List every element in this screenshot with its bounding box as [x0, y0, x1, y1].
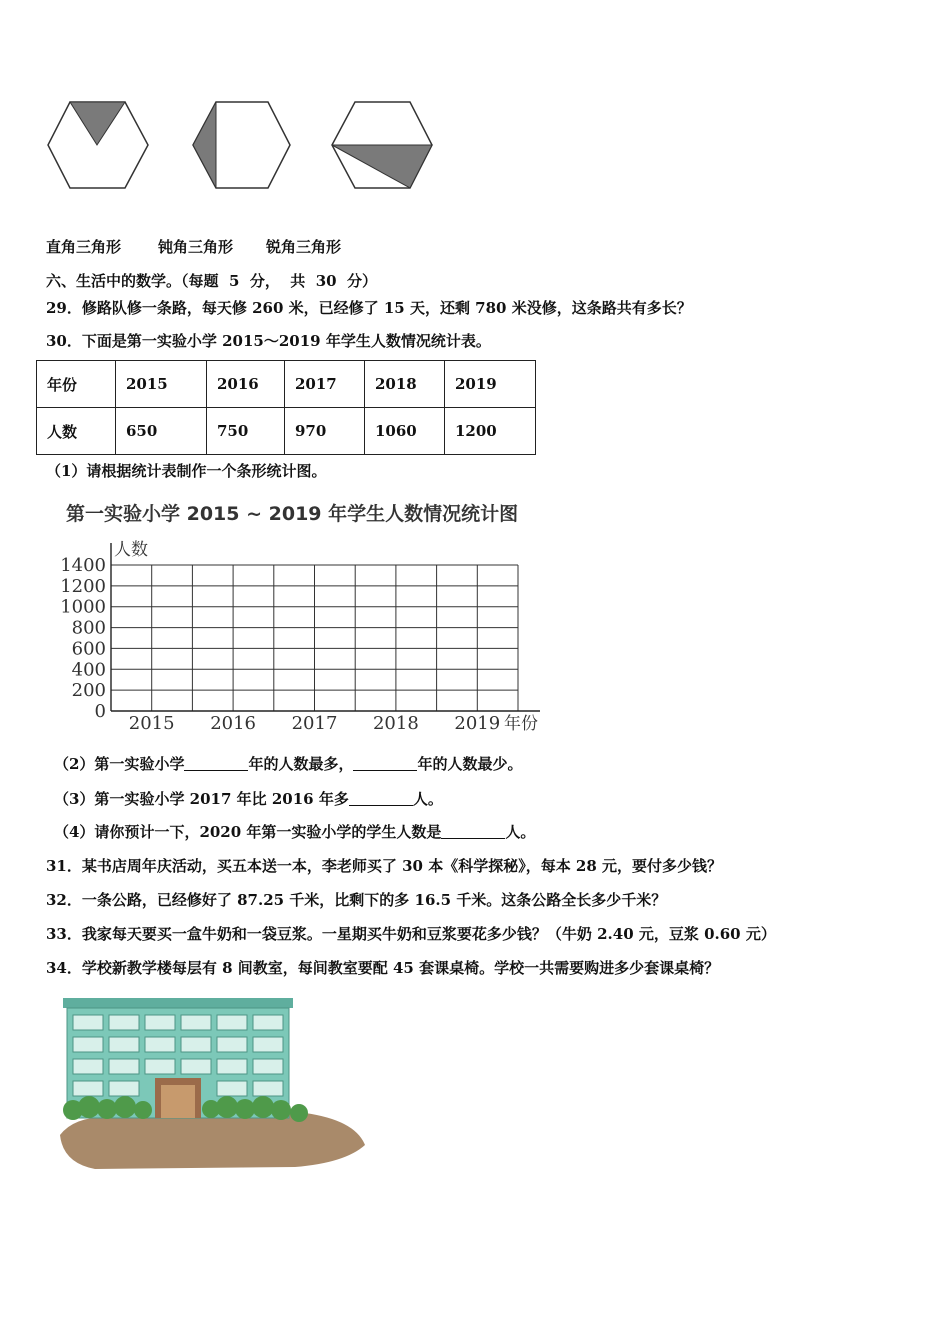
- building-window: [73, 1015, 103, 1030]
- question-30-intro: 30．下面是第一实验小学 2015～2019 年学生人数情况统计表。: [46, 332, 491, 350]
- table-cell: 2018: [365, 361, 445, 408]
- school-building-image: [55, 995, 370, 1175]
- label-acute-triangle: 锐角三角形: [266, 238, 342, 256]
- y-tick-label: 400: [71, 659, 106, 681]
- sub2-text-c: 年的人数最少。: [417, 755, 523, 773]
- chart-title: 第一实验小学 2015 ~ 2019 年学生人数情况统计图: [66, 503, 519, 525]
- x-tick-label: 2019: [454, 713, 501, 734]
- hexagon-obtuse-triangle: [193, 102, 290, 188]
- building-window: [109, 1081, 139, 1096]
- question-33: 33．我家每天要买一盒牛奶和一袋豆浆。一星期买牛奶和豆浆要花多少钱？（牛奶 2.40 元，豆浆 0.60 元）: [46, 925, 776, 943]
- building-window: [217, 1015, 247, 1030]
- question-29: 29．修路队修一条路，每天修 260 米，已经修了 15 天，还剩 780 米没修，这条路共有多长？: [46, 299, 692, 317]
- building-window: [109, 1015, 139, 1030]
- hexagon-figures: [40, 95, 450, 200]
- y-tick-label: 800: [71, 617, 106, 639]
- table-row: [37, 408, 536, 455]
- table-cell: 1060: [365, 408, 445, 455]
- question-30-sub1: （1）请根据统计表制作一个条形统计图。: [46, 462, 327, 480]
- building-window: [145, 1015, 175, 1030]
- building-window: [217, 1059, 247, 1074]
- sub2-text-b: 年的人数最多，: [248, 755, 354, 773]
- question-30-sub2: [54, 753, 522, 774]
- table-cell: 750: [207, 408, 285, 455]
- answer-blank[interactable]: [184, 755, 248, 771]
- hexagon-acute-triangle: [332, 102, 432, 188]
- question-30-sub4: [54, 821, 535, 842]
- building-window: [181, 1037, 211, 1052]
- x-axis-label: 年份: [504, 714, 538, 734]
- label-right-triangle: 直角三角形: [46, 238, 122, 256]
- sub2-text-a: （2）第一实验小学: [54, 755, 185, 773]
- table-cell: 2019: [445, 361, 536, 408]
- sub3-text-a: （3）第一实验小学 2017 年比 2016 年多: [54, 790, 349, 808]
- building-window: [217, 1037, 247, 1052]
- sub4-text-a: （4）请你预计一下，2020 年第一实验小学的学生人数是: [54, 823, 442, 841]
- question-30-sub3: [54, 788, 443, 809]
- building-window: [253, 1037, 283, 1052]
- y-tick-label: 600: [71, 638, 106, 660]
- answer-blank[interactable]: [441, 823, 505, 839]
- answer-blank[interactable]: [353, 755, 417, 771]
- y-tick-label: 1400: [60, 555, 106, 576]
- bar-chart: [56, 535, 556, 740]
- section-six-heading: 六、生活中的数学。（每题 5 分， 共 30 分）: [46, 272, 378, 290]
- hexagon-right-triangle: [48, 102, 148, 188]
- x-tick-label: 2016: [210, 713, 257, 734]
- y-axis-label: 人数: [114, 540, 148, 560]
- table-cell: 2015: [116, 361, 207, 408]
- table-row: [37, 361, 536, 408]
- y-tick-label: 0: [94, 701, 106, 722]
- building-window: [253, 1015, 283, 1030]
- building-window: [73, 1081, 103, 1096]
- table-cell: 2017: [285, 361, 365, 408]
- building-window: [73, 1059, 103, 1074]
- table-cell: 1200: [445, 408, 536, 455]
- table-cell: 人数: [37, 408, 116, 455]
- table-cell: 970: [285, 408, 365, 455]
- y-tick-label: 1000: [60, 596, 106, 618]
- building-window: [253, 1081, 283, 1096]
- question-32: 32．一条公路，已经修好了 87.25 千米，比剩下的多 16.5 千米。这条公路全长多少千米？: [46, 891, 667, 909]
- x-tick-label: 2018: [372, 713, 419, 734]
- building-window: [181, 1015, 211, 1030]
- sub4-text-b: 人。: [505, 823, 536, 841]
- building-window: [217, 1081, 247, 1096]
- label-obtuse-triangle: 钝角三角形: [158, 238, 234, 256]
- y-tick-label: 200: [71, 680, 106, 702]
- building-window: [109, 1037, 139, 1052]
- y-tick-label: 1200: [60, 575, 106, 597]
- building-window: [145, 1037, 175, 1052]
- building-window: [181, 1059, 211, 1074]
- question-34: 34．学校新教学楼每层有 8 间教室，每间教室要配 45 套课桌椅。学校一共需要购进多少套课桌椅？: [46, 959, 720, 977]
- x-tick-label: 2015: [128, 713, 175, 734]
- x-tick-label: 2017: [291, 713, 338, 734]
- table-cell: 2016: [207, 361, 285, 408]
- question-31: 31．某书店周年庆活动，买五本送一本，李老师买了 30 本《科学探秘》，每本 28 元，要付多少钱？: [46, 857, 723, 875]
- table-cell: 650: [116, 408, 207, 455]
- building-window: [253, 1059, 283, 1074]
- population-table: [36, 360, 536, 455]
- table-cell: 年份: [37, 361, 116, 408]
- building-window: [73, 1037, 103, 1052]
- building-window: [145, 1059, 175, 1074]
- sub3-text-b: 人。: [412, 790, 443, 808]
- building-window: [109, 1059, 139, 1074]
- answer-blank[interactable]: [349, 790, 413, 806]
